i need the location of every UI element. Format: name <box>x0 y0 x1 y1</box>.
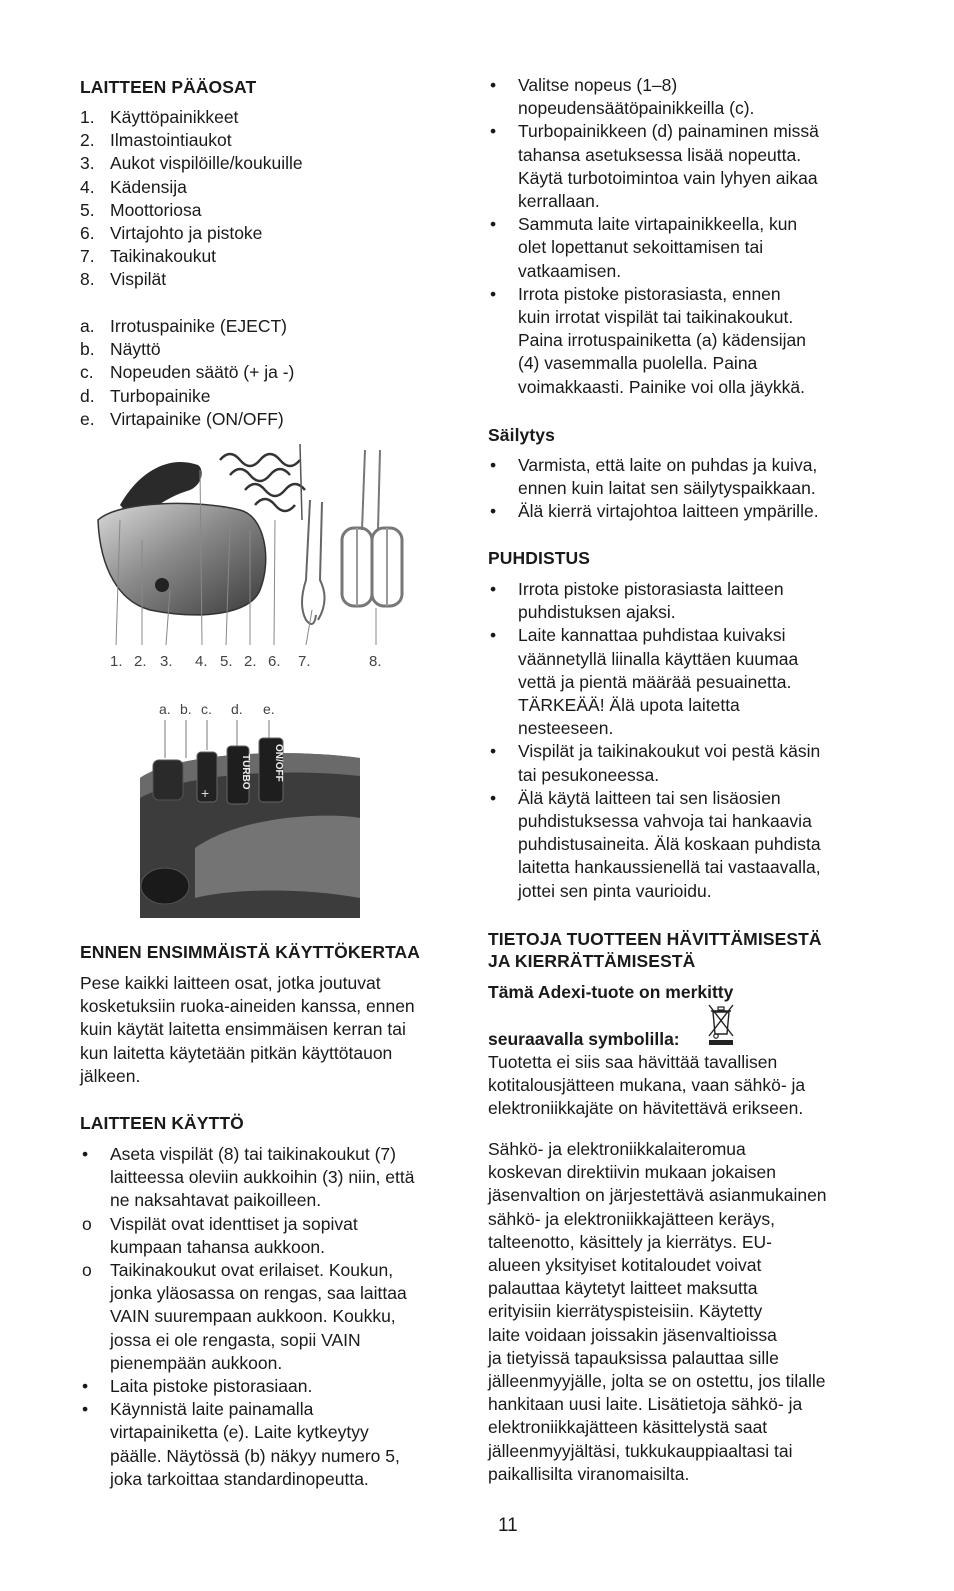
figure-label: 3. <box>160 653 173 670</box>
paragraph-line: kotitalousjätteen mukana, vaan sähkö- ja <box>488 1075 806 1096</box>
weee-bin-icon <box>706 1002 736 1048</box>
list-item <box>80 1143 470 1213</box>
paragraph-line: kosketuksiin ruoka-aineiden kanssa, ennen <box>80 996 415 1017</box>
paragraph-line: alueen yksityiset kotitaloudet voivat <box>488 1255 762 1276</box>
bullet-marker: • <box>82 1399 89 1420</box>
paragraph-line: Sähkö- ja elektroniikkalaiteromua <box>488 1139 746 1159</box>
list-line: kuin irrotat vispilät tai taikinakoukut. <box>518 307 794 328</box>
list-item <box>488 74 873 120</box>
list-line: puhdistuksen ajaksi. <box>518 602 676 623</box>
list-line: Aseta vispilät (8) tai taikinakoukut (7) <box>110 1144 396 1164</box>
list-item <box>80 338 470 361</box>
usage-continued-list <box>488 74 873 399</box>
leader-lines <box>165 720 269 758</box>
first-use-heading: ENNEN ENSIMMÄISTÄ KÄYTTÖKERTAA <box>80 942 421 962</box>
list-line: tai pesukoneessa. <box>518 764 660 785</box>
paragraph-line: jälkeen. <box>80 1065 141 1086</box>
list-line: jossa ei ole rengasta, sopii VAIN <box>110 1329 361 1350</box>
figure-label: 1. <box>110 653 123 670</box>
list-text: Aukot vispilöille/koukuille <box>110 153 303 174</box>
list-text: Irrotuspainike (EJECT) <box>110 316 287 336</box>
list-line: jottei sen pinta vaurioidu. <box>518 880 712 901</box>
eject-button-shape <box>155 578 169 592</box>
list-line: ennen kuin laitat sen säilytyspaikkaan. <box>518 478 816 499</box>
bullet-marker: • <box>490 741 497 762</box>
cleaning-heading: PUHDISTUS <box>488 548 591 568</box>
usage-heading: LAITTEEN KÄYTTÖ <box>80 1113 244 1133</box>
list-line: tahansa asetuksessa lisää nopeutta. <box>518 144 802 165</box>
list-line: kerrallaan. <box>518 191 600 212</box>
list-line: väännetyllä liinalla käyttäen kuumaa <box>518 648 799 669</box>
list-item <box>488 787 873 903</box>
bullet-marker: • <box>490 501 497 522</box>
list-item <box>488 213 873 283</box>
list-item <box>80 385 470 408</box>
paragraph-line: hankitaan uusi laite. Lisätietoja sähkö- ja <box>488 1394 803 1415</box>
disposal-heading <box>488 928 822 972</box>
list-item <box>80 245 470 268</box>
list-line: Älä käytä laitteen tai sen lisäosien <box>518 787 781 808</box>
symbol-intro-line1: Tämä Adexi-tuote on merkitty <box>488 982 734 1002</box>
figure-label: 5. <box>220 653 233 670</box>
list-line: Sammuta laite virtapainikkeella, kun <box>518 214 798 235</box>
display-shape <box>153 760 183 800</box>
list-text: Vispilät <box>110 269 167 290</box>
list-line: virtapainiketta (e). Laite kytkeytyy <box>110 1422 369 1443</box>
list-item <box>80 152 470 175</box>
bullet-marker: • <box>490 787 497 808</box>
symbol-line <box>488 1000 873 1052</box>
list-item <box>488 120 873 213</box>
list-item <box>488 578 873 624</box>
bullet-marker: o <box>82 1260 92 1281</box>
list-line: Laita pistoke pistorasiaan. <box>110 1376 313 1397</box>
list-line: laitetta hankaussienellä tai vastaavalla, <box>518 857 821 878</box>
paragraph-line: erityisiin kierrätyspisteisiin. Käytetty <box>488 1301 763 1322</box>
bullet-marker: • <box>490 455 497 475</box>
figure-label: 7. <box>298 653 311 670</box>
list-item <box>80 1213 470 1259</box>
list-text: Näyttö <box>110 339 161 360</box>
list-marker: 6. <box>80 223 95 244</box>
figure2-labels <box>159 701 275 717</box>
paragraph-line: Tuotetta ei siis saa hävittää tavallisen <box>488 1052 778 1072</box>
control-panel-figure <box>135 698 360 918</box>
eject-knob-shape <box>141 868 189 904</box>
list-line: Käytä turbotoimintoa vain lyhyen aikaa <box>518 167 818 188</box>
list-item <box>80 222 470 245</box>
list-item <box>488 740 873 786</box>
list-marker: 3. <box>80 153 95 174</box>
list-marker: b. <box>80 339 95 360</box>
list-line: Laite kannattaa puhdistaa kuivaksi <box>518 625 786 646</box>
parts-heading: LAITTEEN PÄÄOSAT <box>80 77 257 97</box>
list-line: nesteeseen. <box>518 718 614 739</box>
disposal-paragraph-2 <box>488 1138 888 1486</box>
list-line: olet lopettanut sekoittamisen tai <box>518 237 764 258</box>
list-marker: 2. <box>80 130 95 151</box>
figure-label: a. <box>159 701 171 717</box>
motor-body-shape <box>98 503 266 614</box>
bullet-marker: • <box>490 75 497 95</box>
figure-label: 6. <box>268 653 281 670</box>
figure-label: 4. <box>195 653 208 670</box>
turbo-label: TURBO <box>240 754 251 790</box>
list-text: Virtapainike (ON/OFF) <box>110 408 284 429</box>
disposal-paragraph-1 <box>488 1051 873 1121</box>
list-text: Kädensija <box>110 176 187 197</box>
power-cord-shape <box>220 454 305 511</box>
list-item <box>80 408 470 431</box>
list-marker: 5. <box>80 199 95 220</box>
list-line: Taikinakoukut ovat erilaiset. Koukun, <box>110 1260 394 1281</box>
page-number: 11 <box>498 1515 518 1536</box>
list-line: (4) vasemmalla puolella. Paina <box>518 353 758 374</box>
figure-label: 2. <box>244 653 257 670</box>
paragraph-line: jälleenmyyjältäsi, tukkukauppiaaltasi tai <box>488 1440 793 1461</box>
cord-line <box>300 444 302 520</box>
list-line: joka tarkoittaa standardinopeutta. <box>110 1468 369 1489</box>
parts-lettered-list <box>80 315 470 431</box>
list-line: kumpaan tahansa aukkoon. <box>110 1236 326 1257</box>
list-line: laitteessa oleviin aukkoihin (3) niin, että <box>110 1167 415 1188</box>
list-marker: c. <box>80 362 94 383</box>
paragraph-line: ja tietyissä tapauksissa palauttaa sille <box>488 1347 779 1368</box>
figure-label: 8. <box>369 653 382 670</box>
list-line: voimakkaasti. Painike voi olla jäykkä. <box>518 376 805 397</box>
figure-label: e. <box>263 701 275 717</box>
figure-label: c. <box>201 701 212 717</box>
list-line: VAIN suurempaan aukkoon. Koukku, <box>110 1306 396 1327</box>
paragraph-line: Pese kaikki laitteen osat, jotka joutuvat <box>80 973 381 993</box>
paragraph-line: elektroniikkajäte on hävitettävä erikseen. <box>488 1098 804 1119</box>
plus-sign: + <box>201 785 210 801</box>
list-item <box>80 1375 470 1398</box>
list-line: Paina irrotuspainiketta (a) kädensijan <box>518 330 806 351</box>
list-line: Irrota pistoke pistorasiasta, ennen <box>518 283 781 304</box>
list-line: Irrota pistoke pistorasiasta laitteen <box>518 579 784 599</box>
list-text: Turbopainike <box>110 385 211 406</box>
list-marker: d. <box>80 385 95 406</box>
list-text: Ilmastointiaukot <box>110 130 232 151</box>
parts-numbered-list <box>80 106 470 292</box>
figure1-labels <box>110 653 382 670</box>
list-line: Vispilät ovat identtiset ja sopivat <box>110 1213 358 1234</box>
dough-hooks-shape <box>302 500 325 624</box>
first-use-paragraph <box>80 972 470 1088</box>
figure-label: 2. <box>134 653 147 670</box>
list-line: puhdistuksessa vahvoja tai hankaavia <box>518 811 812 832</box>
list-item <box>80 129 470 152</box>
bullet-marker: • <box>82 1376 89 1397</box>
bullet-marker: • <box>490 625 497 646</box>
list-item <box>488 500 873 523</box>
list-text: Virtajohto ja pistoke <box>110 223 263 244</box>
list-item <box>80 1398 470 1491</box>
paragraph-line: jälleenmyyjälle, jolta se on ostettu, jos tilalle <box>488 1371 826 1392</box>
cleaning-list <box>488 578 873 903</box>
symbol-intro-line2: seuraavalla symbolilla: <box>488 1029 680 1049</box>
paragraph-line: kuin käytät laitetta ensimmäisen kerran tai <box>80 1019 406 1040</box>
list-item <box>80 315 470 338</box>
list-item <box>488 283 873 399</box>
list-line: Vispilät ja taikinakoukut voi pestä käsin <box>518 741 821 762</box>
list-line: pienempään aukkoon. <box>110 1352 283 1373</box>
paragraph-line: kun laitetta käytetään pitkän käyttötauon <box>80 1042 393 1063</box>
list-text: Nopeuden säätö (+ ja -) <box>110 362 295 383</box>
bullet-marker: • <box>490 121 497 142</box>
list-marker: 4. <box>80 176 95 197</box>
list-line: nopeudensäätöpainikkeilla (c). <box>518 98 755 119</box>
beater-shafts-shape <box>362 450 380 530</box>
bullet-marker: • <box>490 579 497 599</box>
list-line: Varmista, että laite on puhdas ja kuiva, <box>518 455 818 475</box>
list-marker: e. <box>80 408 95 429</box>
paragraph-line: koskevan direktiivin mukaan jokaisen <box>488 1162 776 1183</box>
list-line: TÄRKEÄÄ! Älä upota laitetta <box>518 695 740 716</box>
list-line: puhdistusaineita. Älä koskaan puhdista <box>518 834 821 855</box>
list-marker: 7. <box>80 246 95 267</box>
bullet-marker: • <box>490 214 497 235</box>
list-line: vettä ja pientä määrää pesuainetta. <box>518 671 792 692</box>
list-line: ne naksahtavat paikoilleen. <box>110 1190 322 1211</box>
list-item <box>488 624 873 740</box>
list-text: Moottoriosa <box>110 199 202 220</box>
list-item <box>80 176 470 199</box>
paragraph-line: palauttaa käytetyt laitteet maksutta <box>488 1278 758 1299</box>
paragraph-line: sähkö- ja elektroniikkajätteen keräys, <box>488 1208 775 1229</box>
paragraph-line: elektroniikkajätteen käsittelystä saat <box>488 1417 768 1438</box>
paragraph-line: laite voidaan joissakin jäsenvaltioissa <box>488 1324 777 1345</box>
usage-list <box>80 1143 470 1491</box>
storage-list <box>488 454 873 524</box>
list-text: Taikinakoukut <box>110 246 217 267</box>
list-item <box>80 361 470 384</box>
list-line: Älä kierrä virtajohtoa laitteen ympärille. <box>518 501 819 522</box>
paragraph-line: talteenotto, käsittely ja kierrätys. EU- <box>488 1231 772 1252</box>
mixer-parts-figure <box>80 430 420 675</box>
heading-line: JA KIERRÄTTÄMISESTÄ <box>488 951 696 971</box>
paragraph-line: jäsenvaltion on järjestettävä asianmukainen <box>488 1185 827 1206</box>
bullet-marker: • <box>82 1144 89 1164</box>
list-line: päälle. Näytössä (b) näkyy numero 5, <box>110 1445 400 1466</box>
figure-label: d. <box>231 701 243 717</box>
list-line: vatkaamisen. <box>518 260 622 281</box>
list-item <box>80 199 470 222</box>
list-item <box>80 268 470 291</box>
onoff-label: ON/OFF <box>273 744 284 782</box>
figure-label: b. <box>180 701 192 717</box>
list-line: jonka yläosassa on rengas, saa laittaa <box>110 1283 407 1304</box>
heading-line: TIETOJA TUOTTEEN HÄVITTÄMISESTÄ <box>488 929 822 949</box>
list-marker: a. <box>80 316 95 336</box>
list-marker: 1. <box>80 107 95 127</box>
list-line: Käynnistä laite painamalla <box>110 1399 314 1420</box>
list-line: Valitse nopeus (1–8) <box>518 75 678 95</box>
list-item <box>488 454 873 500</box>
list-line: Turbopainikkeen (d) painaminen missä <box>518 121 819 142</box>
list-marker: 8. <box>80 269 95 290</box>
list-item <box>80 106 470 129</box>
storage-heading: Säilytys <box>488 425 555 445</box>
bullet-marker: o <box>82 1213 92 1234</box>
list-item <box>80 1259 470 1375</box>
list-text: Käyttöpainikkeet <box>110 107 239 127</box>
paragraph-line: paikallisilta viranomaisilta. <box>488 1463 690 1484</box>
bullet-marker: • <box>490 283 497 304</box>
